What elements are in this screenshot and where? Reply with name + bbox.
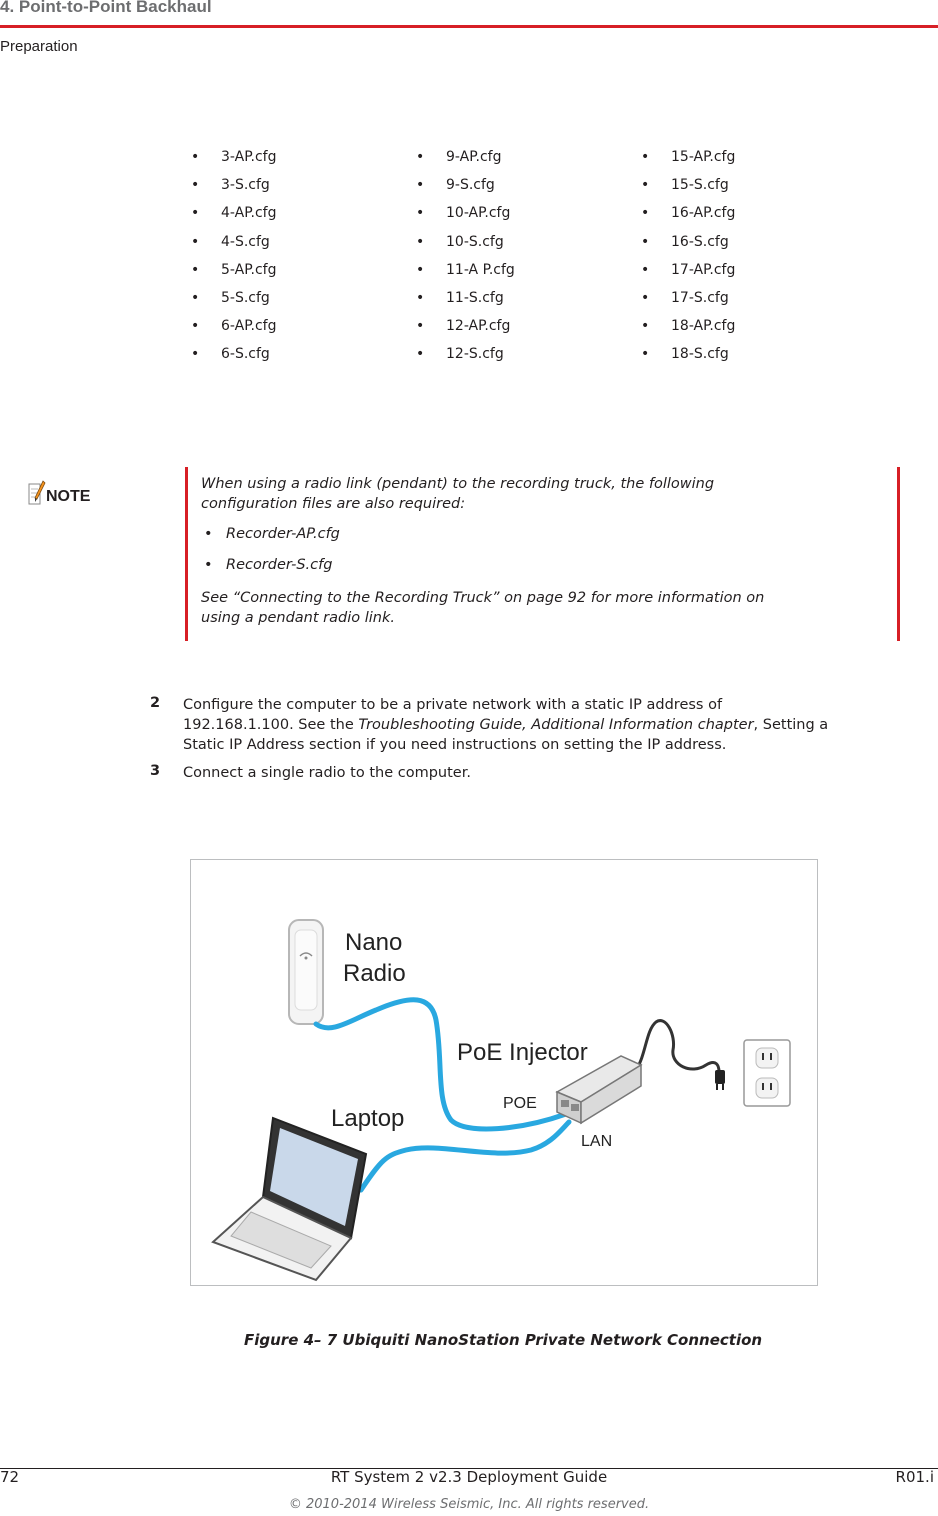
config-file-name: 3-S.cfg <box>221 177 270 194</box>
config-file-name: 17-S.cfg <box>671 290 729 306</box>
bullet: • <box>204 557 213 573</box>
poe-injector-label: PoE Injector <box>457 1039 588 1066</box>
config-file-name: 4-S.cfg <box>221 233 270 250</box>
config-file-name: 6-S.cfg <box>221 346 270 363</box>
power-plug <box>715 1070 725 1090</box>
config-file-name: 6-AP.cfg <box>221 318 277 335</box>
bullet: • <box>416 318 425 335</box>
chapter-title: 4. Point-to-Point Backhaul <box>0 0 212 16</box>
config-file-name: 5-S.cfg <box>221 290 270 306</box>
bullet: • <box>191 318 200 335</box>
config-file-name: 18-AP.cfg <box>671 318 736 335</box>
bullet: • <box>416 233 425 250</box>
bullet: • <box>416 346 425 363</box>
config-file-name: 10-S.cfg <box>446 233 504 250</box>
copyright: © 2010-2014 Wireless Seismic, Inc. All rights reserved. <box>288 1497 650 1512</box>
config-file-name: 12-AP.cfg <box>446 318 511 335</box>
lan-port-label: LAN <box>581 1133 613 1150</box>
bullet: • <box>641 318 650 335</box>
config-file-name: 17-AP.cfg <box>671 261 736 278</box>
bullet: • <box>191 149 200 165</box>
config-file-name: 12-S.cfg <box>446 346 504 363</box>
note-see-line-2: using a pendant radio link. <box>201 610 395 626</box>
config-file-name: 16-S.cfg <box>671 233 729 250</box>
note-item-text: Recorder-AP.cfg <box>226 526 340 542</box>
bullet: • <box>191 290 200 306</box>
note-list-item <box>204 526 340 542</box>
nano-radio-device <box>289 920 323 1024</box>
step-number: 3 <box>150 763 161 779</box>
config-file-name: 11-A P.cfg <box>446 261 515 278</box>
laptop-to-injector-cable <box>361 1122 569 1190</box>
nano-radio-label-line-1: Nano <box>345 929 403 956</box>
troubleshooting-guide-reference: Troubleshooting Guide, Additional Information chapter <box>358 717 754 733</box>
bullet: • <box>641 233 650 250</box>
config-file-name: 18-S.cfg <box>671 346 729 363</box>
note-intro-line-2: configuration files are also required: <box>201 496 466 512</box>
page-number: 72 <box>0 1468 20 1486</box>
note-label: NOTE <box>46 488 91 505</box>
config-file-name: 4-AP.cfg <box>221 205 277 222</box>
step-2-line-2 <box>183 715 935 735</box>
document-title: RT System 2 v2.3 Deployment Guide <box>330 1468 608 1486</box>
network-diagram <box>191 860 817 1285</box>
step-2-line-2-suffix: , Setting a <box>753 717 829 733</box>
revision: R01.i <box>895 1468 934 1486</box>
header-rule <box>0 25 938 28</box>
bullet: • <box>641 261 650 278</box>
bullet: • <box>416 177 425 194</box>
note-left-rule <box>185 467 188 641</box>
bullet: • <box>641 177 650 194</box>
note-list-item <box>204 557 332 573</box>
config-file-name: 10-AP.cfg <box>446 205 511 222</box>
bullet: • <box>416 149 425 165</box>
laptop-device <box>213 1118 366 1280</box>
config-file-name: 3-AP.cfg <box>221 149 277 165</box>
poe-injector-device <box>557 1056 641 1123</box>
config-file-name: 9-AP.cfg <box>446 149 502 165</box>
config-file-name: 16-AP.cfg <box>671 205 736 222</box>
bullet: • <box>191 205 200 222</box>
step-number: 2 <box>150 695 161 711</box>
poe-port-label: POE <box>503 1095 537 1112</box>
power-cord <box>636 1021 719 1072</box>
bullet: • <box>416 261 425 278</box>
bullet: • <box>641 290 650 306</box>
bullet: • <box>191 261 200 278</box>
figure-caption: Figure 4– 7 Ubiquiti NanoStation Private Network Connection <box>244 1331 763 1349</box>
pencil-icon <box>28 480 46 508</box>
step-2-line-3: Static IP Address section if you need instructions on setting the IP address. <box>183 737 727 753</box>
nano-radio-label-line-2: Radio <box>343 960 406 987</box>
bullet: • <box>191 177 200 194</box>
step-3-text: Connect a single radio to the computer. <box>183 765 471 781</box>
note-intro-line-1: When using a radio link (pendant) to the recording truck, the following <box>201 476 715 492</box>
step-2-line-1: Configure the computer to be a private network with a static IP address of <box>183 697 723 713</box>
bullet: • <box>641 149 650 165</box>
bullet: • <box>416 205 425 222</box>
config-file-name: 9-S.cfg <box>446 177 495 194</box>
bullet: • <box>641 205 650 222</box>
wall-outlet <box>744 1040 790 1106</box>
bullet: • <box>416 290 425 306</box>
note-item-text: Recorder-S.cfg <box>226 557 333 573</box>
note-see-line-1: See “Connecting to the Recording Truck” on page 92 for more information on <box>201 590 765 606</box>
network-diagram-figure <box>190 859 818 1286</box>
note-right-rule <box>897 467 900 641</box>
bullet: • <box>204 526 213 542</box>
bullet: • <box>641 346 650 363</box>
config-file-name: 15-AP.cfg <box>671 149 736 165</box>
config-file-name: 15-S.cfg <box>671 177 729 194</box>
step-2-line-2-prefix: 192.168.1.100. See the <box>183 717 359 733</box>
config-file-name: 11-S.cfg <box>446 290 504 306</box>
config-file-name: 5-AP.cfg <box>221 261 277 278</box>
step-2-text <box>183 695 935 755</box>
laptop-label: Laptop <box>331 1105 405 1132</box>
bullet: • <box>191 346 200 363</box>
bullet: • <box>191 233 200 250</box>
section-title: Preparation <box>0 38 78 55</box>
